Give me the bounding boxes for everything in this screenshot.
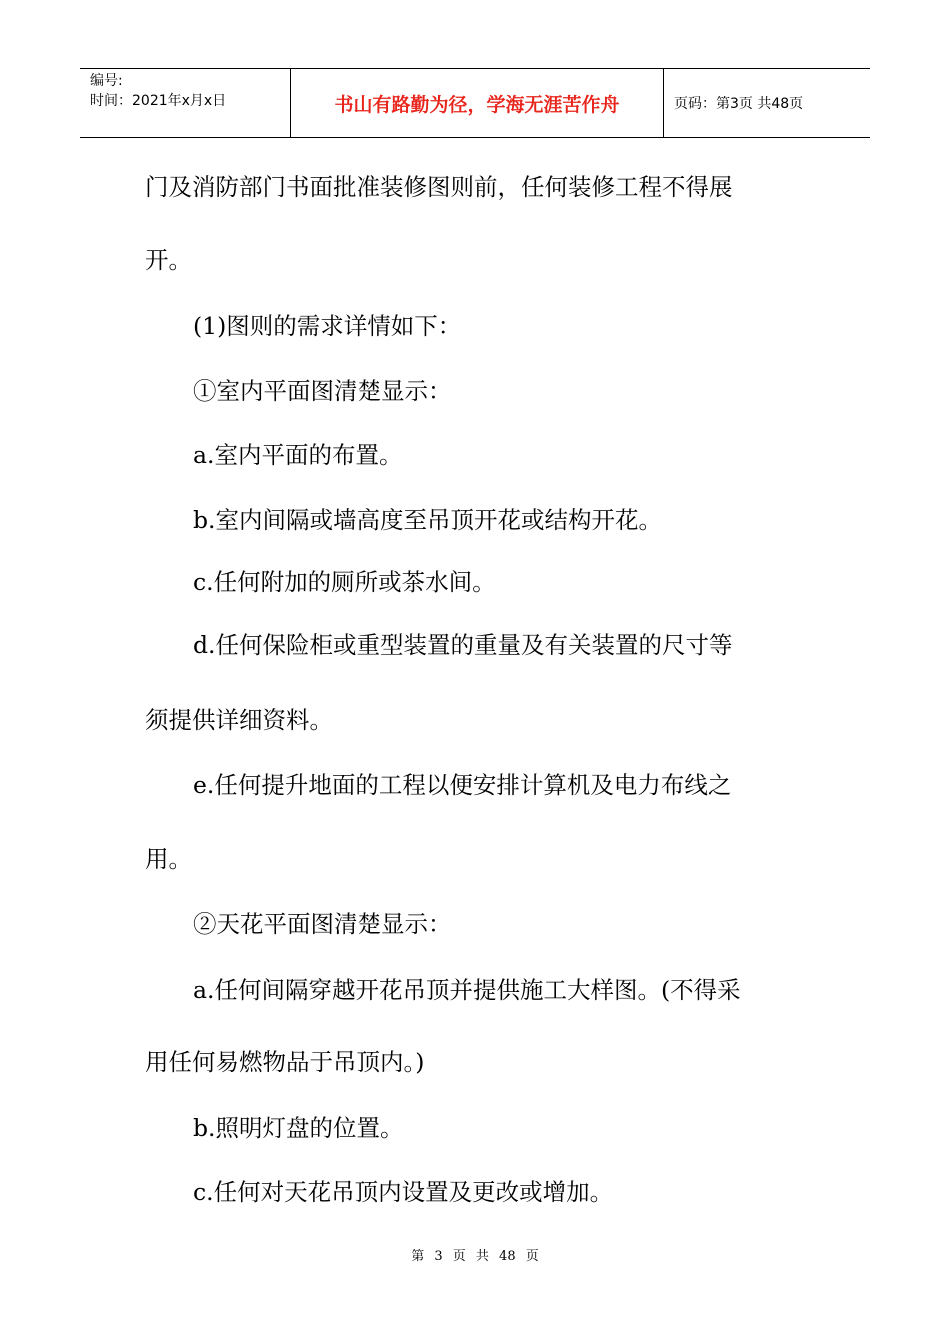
header-motto: 书山有路勤为径，学海无涯苦作舟 <box>291 69 664 137</box>
body-line: 门及消防部门书面批准装修图则前，任何装修工程不得展 <box>145 173 733 201</box>
body-line: c.任何对天花吊顶内设置及更改或增加。 <box>193 1178 614 1206</box>
body-line: a.任何间隔穿越开花吊顶并提供施工大样图。(不得采 <box>193 976 741 1004</box>
page-footer: 第 3 页 共 48 页 <box>411 1249 539 1264</box>
body-line: a.室内平面的布置。 <box>193 441 403 469</box>
body-line: d.任何保险柜或重型装置的重量及有关装置的尺寸等 <box>193 631 733 659</box>
body-line: ①室内平面图清楚显示： <box>193 377 452 405</box>
page-header <box>80 68 870 138</box>
body-line: b.照明灯盘的位置。 <box>193 1114 404 1142</box>
body-line: c.任何附加的厕所或茶水间。 <box>193 568 496 596</box>
body-line: e.任何提升地面的工程以便安排计算机及电力布线之 <box>193 771 732 799</box>
header-meta <box>80 69 291 137</box>
body-line: (1)图则的需求详情如下： <box>193 312 462 340</box>
body-line: 用。 <box>145 845 192 873</box>
body-line: 开。 <box>145 246 192 274</box>
body-line: ②天花平面图清楚显示： <box>193 910 452 938</box>
header-page-info: 页码：第3页 共48页 <box>674 96 804 112</box>
body-line: 用任何易燃物品于吊顶内。) <box>145 1048 425 1076</box>
body-line: b.室内间隔或墙高度至吊顶开花或结构开花。 <box>193 506 663 534</box>
document-number-label: 编号: <box>90 73 123 89</box>
body-line: 须提供详细资料。 <box>145 706 333 734</box>
document-date-label: 时间：2021年x月x日 <box>90 93 227 109</box>
